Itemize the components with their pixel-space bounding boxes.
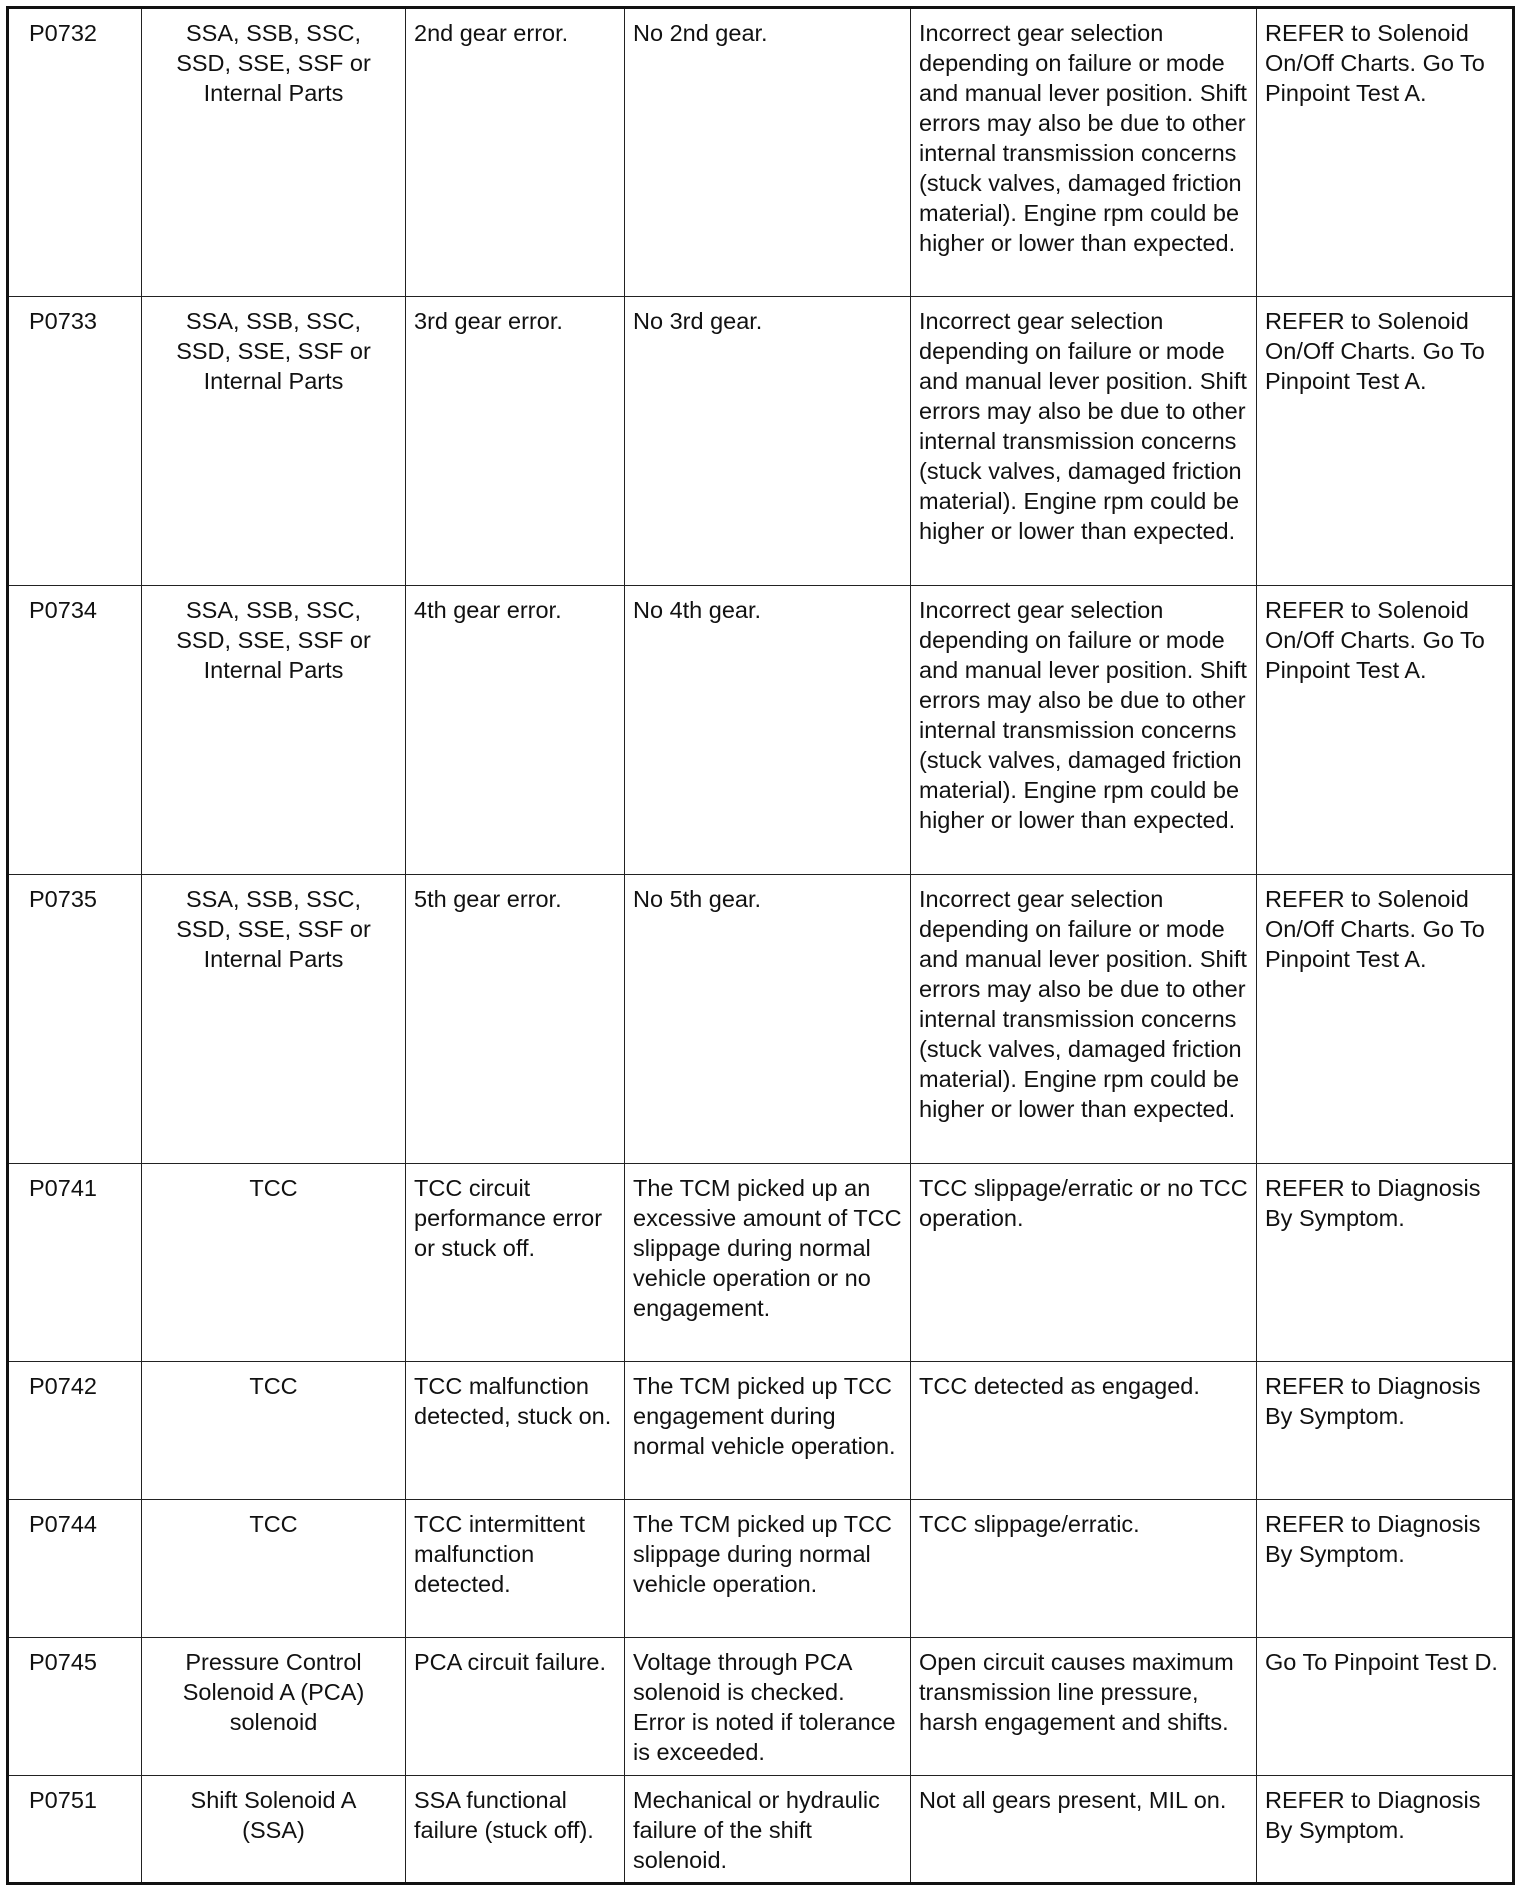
dtc-code: P0732 — [8, 8, 142, 297]
table-row — [8, 1362, 1514, 1500]
condition: No 2nd gear. — [625, 8, 911, 297]
condition: No 5th gear. — [625, 875, 911, 1164]
condition: No 4th gear. — [625, 586, 911, 875]
table-row — [8, 8, 1514, 297]
description: TCC intermittent malfunction detected. — [406, 1500, 625, 1638]
table-row — [8, 875, 1514, 1164]
dtc-code: P0734 — [8, 586, 142, 875]
description: PCA circuit failure. — [406, 1638, 625, 1776]
symptom: Incorrect gear selection depending on failure or mode and manual lever position. Shift errors may also be due to other internal transmission concerns (stuck valves, damaged friction material). Engine rpm could be higher or lower than expected. — [911, 586, 1257, 875]
action: REFER to Diagnosis By Symptom. — [1257, 1164, 1514, 1362]
component-line: Solenoid A (PCA) — [182, 1679, 365, 1705]
component-line: SSA, SSB, SSC, — [185, 20, 361, 46]
component — [142, 1362, 406, 1500]
action: REFER to Diagnosis By Symptom. — [1257, 1500, 1514, 1638]
symptom: Not all gears present, MIL on. — [911, 1776, 1257, 1884]
condition: The TCM picked up TCC engagement during normal vehicle operation. — [625, 1362, 911, 1500]
component-line: SSD, SSE, SSF or — [176, 916, 371, 942]
symptom: Incorrect gear selection depending on failure or mode and manual lever position. Shift errors may also be due to other internal transmission concerns (stuck valves, damaged friction material). Engine rpm could be higher or lower than expected. — [911, 8, 1257, 297]
dtc-code: P0733 — [8, 297, 142, 586]
condition: Mechanical or hydraulic failure of the shift solenoid. — [625, 1776, 911, 1884]
dtc-code: P0742 — [8, 1362, 142, 1500]
table-row — [8, 1776, 1514, 1884]
component — [142, 875, 406, 1164]
dtc-code: P0735 — [8, 875, 142, 1164]
component — [142, 297, 406, 586]
component-line: solenoid — [229, 1709, 318, 1735]
condition: The TCM picked up an excessive amount of TCC slippage during normal vehicle operation or no engagement. — [625, 1164, 911, 1362]
symptom: Open circuit causes maximum transmission line pressure, harsh engagement and shifts. — [911, 1638, 1257, 1776]
symptom: Incorrect gear selection depending on failure or mode and manual lever position. Shift errors may also be due to other internal transmission concerns (stuck valves, damaged friction material). Engine rpm could be higher or lower than expected. — [911, 297, 1257, 586]
component-line: Shift Solenoid A — [190, 1787, 357, 1813]
description: 3rd gear error. — [406, 297, 625, 586]
description: TCC malfunction detected, stuck on. — [406, 1362, 625, 1500]
table-row — [8, 297, 1514, 586]
component-line: SSA, SSB, SSC, — [185, 597, 361, 623]
symptom: TCC slippage/erratic or no TCC operation. — [911, 1164, 1257, 1362]
component-line: SSD, SSE, SSF or — [176, 50, 371, 76]
component-line: SSD, SSE, SSF or — [176, 338, 371, 364]
description: 2nd gear error. — [406, 8, 625, 297]
description: 5th gear error. — [406, 875, 625, 1164]
symptom: Incorrect gear selection depending on failure or mode and manual lever position. Shift errors may also be due to other internal transmission concerns (stuck valves, damaged friction material). Engine rpm could be higher or lower than expected. — [911, 875, 1257, 1164]
dtc-code: P0741 — [8, 1164, 142, 1362]
component-line: SSA, SSB, SSC, — [185, 886, 361, 912]
component — [142, 586, 406, 875]
symptom: TCC slippage/erratic. — [911, 1500, 1257, 1638]
component-line: SSA, SSB, SSC, — [185, 308, 361, 334]
description: 4th gear error. — [406, 586, 625, 875]
component — [142, 1500, 406, 1638]
condition: The TCM picked up TCC slippage during normal vehicle operation. — [625, 1500, 911, 1638]
component-line: Internal Parts — [203, 80, 344, 106]
component-line: Internal Parts — [203, 368, 344, 394]
action: REFER to Diagnosis By Symptom. — [1257, 1776, 1514, 1884]
table-row — [8, 1638, 1514, 1776]
description: TCC circuit performance error or stuck off. — [406, 1164, 625, 1362]
component-line: Pressure Control — [185, 1649, 362, 1675]
action: REFER to Solenoid On/Off Charts. Go To Pinpoint Test A. — [1257, 297, 1514, 586]
action: REFER to Solenoid On/Off Charts. Go To Pinpoint Test A. — [1257, 8, 1514, 297]
component-line: Internal Parts — [203, 657, 344, 683]
component-line: (SSA) — [242, 1817, 305, 1843]
component-line: SSD, SSE, SSF or — [176, 627, 371, 653]
component-line: Internal Parts — [203, 946, 344, 972]
component — [142, 1776, 406, 1884]
component-line: TCC — [249, 1511, 298, 1537]
component — [142, 1164, 406, 1362]
condition: No 3rd gear. — [625, 297, 911, 586]
action: Go To Pinpoint Test D. — [1257, 1638, 1514, 1776]
table-row — [8, 586, 1514, 875]
dtc-code: P0744 — [8, 1500, 142, 1638]
table-row — [8, 1164, 1514, 1362]
table-row — [8, 1500, 1514, 1638]
action: REFER to Solenoid On/Off Charts. Go To Pinpoint Test A. — [1257, 875, 1514, 1164]
action: REFER to Solenoid On/Off Charts. Go To Pinpoint Test A. — [1257, 586, 1514, 875]
dtc-code: P0745 — [8, 1638, 142, 1776]
dtc-code: P0751 — [8, 1776, 142, 1884]
component-line: TCC — [249, 1373, 298, 1399]
condition: Voltage through PCA solenoid is checked. Error is noted if tolerance is exceeded. — [625, 1638, 911, 1776]
component-line: TCC — [249, 1175, 298, 1201]
component — [142, 8, 406, 297]
dtc-table — [6, 6, 1515, 1885]
description: SSA functional failure (stuck off). — [406, 1776, 625, 1884]
action: REFER to Diagnosis By Symptom. — [1257, 1362, 1514, 1500]
symptom: TCC detected as engaged. — [911, 1362, 1257, 1500]
component — [142, 1638, 406, 1776]
